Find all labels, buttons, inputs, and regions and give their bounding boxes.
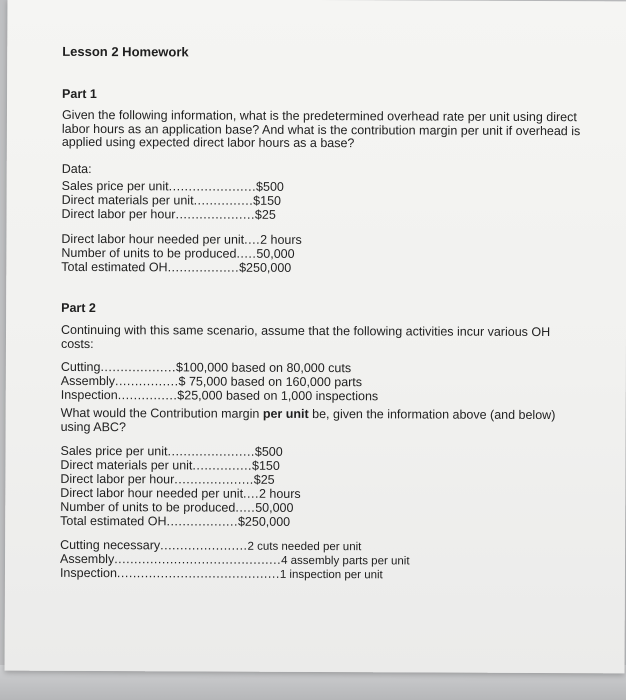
leader-dots: .................. (167, 260, 240, 275)
row-label: Cutting (60, 359, 101, 375)
row-value: $250,000 (239, 260, 292, 275)
row-value: 50,000 (256, 246, 295, 261)
row-value: 2 hours (258, 486, 301, 501)
row-value: $150 (251, 458, 280, 473)
row-value: $150 (253, 193, 282, 208)
row-label: Direct labor per hour (60, 471, 175, 487)
row-value: $100,000 based on 80,000 cuts (175, 360, 352, 376)
row-value: 1 inspection per unit (279, 568, 383, 582)
row-label: Direct labor per hour (61, 206, 176, 222)
leader-dots: ................ (114, 374, 179, 389)
page-title: Lesson 2 Homework (62, 43, 189, 60)
part2-question (61, 407, 561, 436)
p1-row-labor-hours (61, 233, 301, 247)
p1-row-units (61, 247, 294, 261)
row-value: $ 75,000 based on 160,000 parts (178, 374, 363, 390)
leader-dots: .................... (174, 472, 254, 487)
part2-heading: Part 2 (61, 300, 96, 316)
leader-dots: ............... (117, 388, 178, 403)
activity-row-inspection (61, 389, 378, 403)
row-value: $25 (254, 207, 276, 222)
p2-row-sales-price (60, 445, 282, 459)
row-value: 2 cuts needed per unit (247, 540, 362, 554)
row-label: Number of units to be produced (61, 245, 237, 261)
leader-dots: .... (243, 486, 260, 501)
row-value: $250,000 (237, 514, 291, 529)
leader-dots: ...................... (167, 444, 255, 459)
leader-dots: .......................................... (114, 552, 282, 567)
part2-intro: Continuing with this same scenario, assume that the following activities incur various OH costs: (60, 322, 551, 351)
question-text-bold: per unit (262, 406, 309, 421)
row-value: $500 (254, 444, 283, 459)
p1-row-sales-price (62, 180, 284, 194)
homework-page (5, 0, 626, 673)
p2-row-labor-hours (60, 487, 300, 501)
question-text-post: be, given the information above (and below) using ABC? (60, 406, 556, 434)
p1-row-total-oh (61, 261, 291, 275)
leader-dots: ...................... (168, 179, 257, 194)
part1-heading: Part 1 (62, 86, 97, 102)
row-label: Number of units to be produced (60, 499, 236, 515)
leader-dots: ............... (193, 193, 254, 208)
p2-row-direct-materials (60, 459, 279, 473)
row-value: 50,000 (255, 500, 294, 515)
row-label: Inspection (60, 387, 118, 403)
row-label: Direct materials per unit (61, 192, 194, 208)
leader-dots: ..... (235, 500, 256, 515)
row-label: Sales price per unit (61, 178, 169, 194)
row-label: Assembly (59, 551, 115, 567)
p2-row-direct-labor (60, 473, 274, 487)
row-value: $25,000 based on 1,000 inspections (177, 388, 379, 404)
row-value: $25 (253, 472, 275, 487)
p2-row-units (60, 501, 293, 515)
row-value: 4 assembly parts per unit (281, 554, 410, 568)
p1-row-direct-labor (61, 208, 275, 222)
p1-row-direct-materials (62, 194, 281, 208)
leader-dots: ................... (100, 360, 177, 375)
driver-row-inspection (60, 567, 383, 582)
leader-dots: ............... (192, 458, 253, 473)
leader-dots: ......................................... (116, 566, 280, 581)
row-label: Total estimated OH (60, 513, 167, 529)
part1-question: Given the following information, what is the predetermined overhead rate per unit using direct labor hours as an application base? And what is the contribution margin per unit if overhead is applied using expected direct labor hours as a base? (61, 107, 581, 151)
leader-dots: .................. (166, 514, 239, 529)
p2-row-total-oh (60, 515, 290, 529)
row-label: Assembly (60, 373, 116, 389)
row-label: Sales price per unit (60, 443, 168, 459)
row-label: Direct materials per unit (60, 457, 193, 473)
row-label: Total estimated OH (61, 259, 168, 275)
row-value: 2 hours (260, 232, 302, 247)
leader-dots: ...................... (160, 538, 248, 553)
row-label: Direct labor hour needed per unit (61, 231, 245, 247)
activity-row-cutting (61, 361, 351, 375)
leader-dots: .................... (175, 207, 255, 222)
row-label: Cutting necessary (60, 537, 161, 553)
data-label: Data: (61, 161, 92, 177)
question-text-pre: What would the Contribution margin (60, 405, 263, 421)
row-value: $500 (256, 179, 284, 194)
row-label: Inspection (59, 565, 117, 581)
leader-dots: .... (244, 232, 261, 247)
activity-row-assembly (61, 375, 362, 389)
leader-dots: ..... (236, 246, 257, 261)
row-label: Direct labor hour needed per unit (60, 485, 244, 501)
